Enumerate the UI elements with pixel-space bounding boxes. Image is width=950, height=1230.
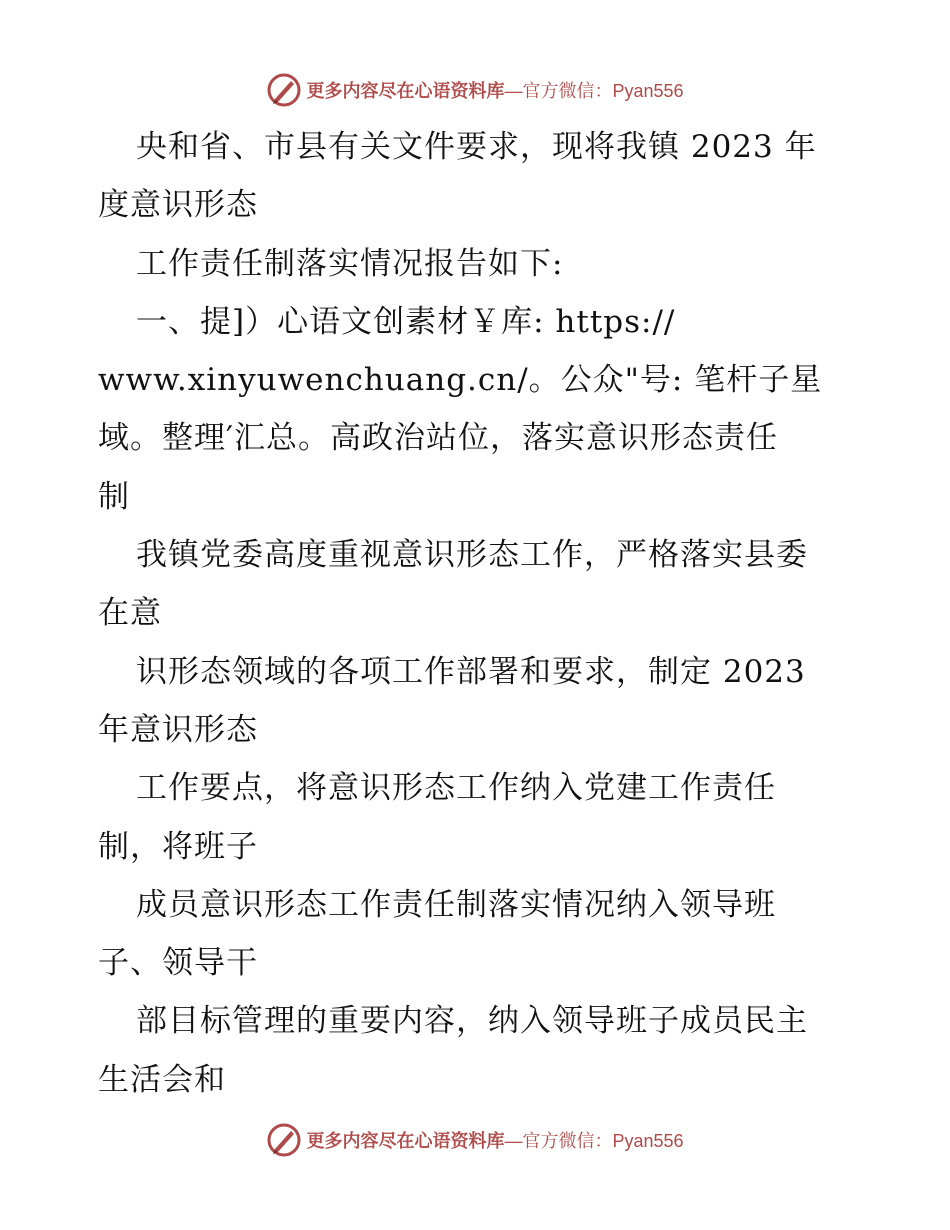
watermark-wechat-text: —官方微信：Pyan556 [504,81,684,101]
watermark-wechat-text: —官方微信：Pyan556 [504,1131,684,1151]
document-body [98,118,858,1109]
text-line: 工作责任制落实情况报告如下: [136,245,564,282]
footer-watermark [0,1120,950,1160]
text-line: 在意 [98,595,162,632]
text-line: 生活会和 [98,1061,226,1098]
text-line: 央和省、市县有关文件要求，现将我镇 2023 年 [136,129,817,165]
text-line: 识形态领域的各项工作部署和要求，制定 2023 [136,653,806,690]
text-line: 子、领导干 [98,945,258,982]
text-line: 制，将班子 [98,828,258,865]
text-line: 域。整理′汇总。高政治站位，落实意识形态责任 [98,420,779,457]
watermark-site-text: 更多内容尽在心语资料库 [306,1131,505,1152]
header-watermark [0,70,950,110]
text-line: 一、提]）心语文创素材￥库: https:// [136,303,676,340]
pen-logo-icon [266,1122,302,1158]
text-line: www.xinyuwenchuang.cn/。公众"号: 笔杆子星 [98,362,823,399]
text-line: 工作要点，将意识形态工作纳入党建工作责任 [136,770,776,807]
text-line: 我镇党委高度重视意识形态工作，严格落实县委 [136,537,808,574]
text-line: 成员意识形态工作责任制落实情况纳入领导班 [136,886,776,923]
text-line: 年意识形态 [98,711,258,748]
watermark-site-text: 更多内容尽在心语资料库 [306,81,505,102]
text-line: 部目标管理的重要内容，纳入领导班子成员民主 [136,1003,808,1040]
text-line: 制 [98,478,130,515]
pen-logo-icon [266,72,302,108]
text-line: 度意识形态 [98,187,258,224]
